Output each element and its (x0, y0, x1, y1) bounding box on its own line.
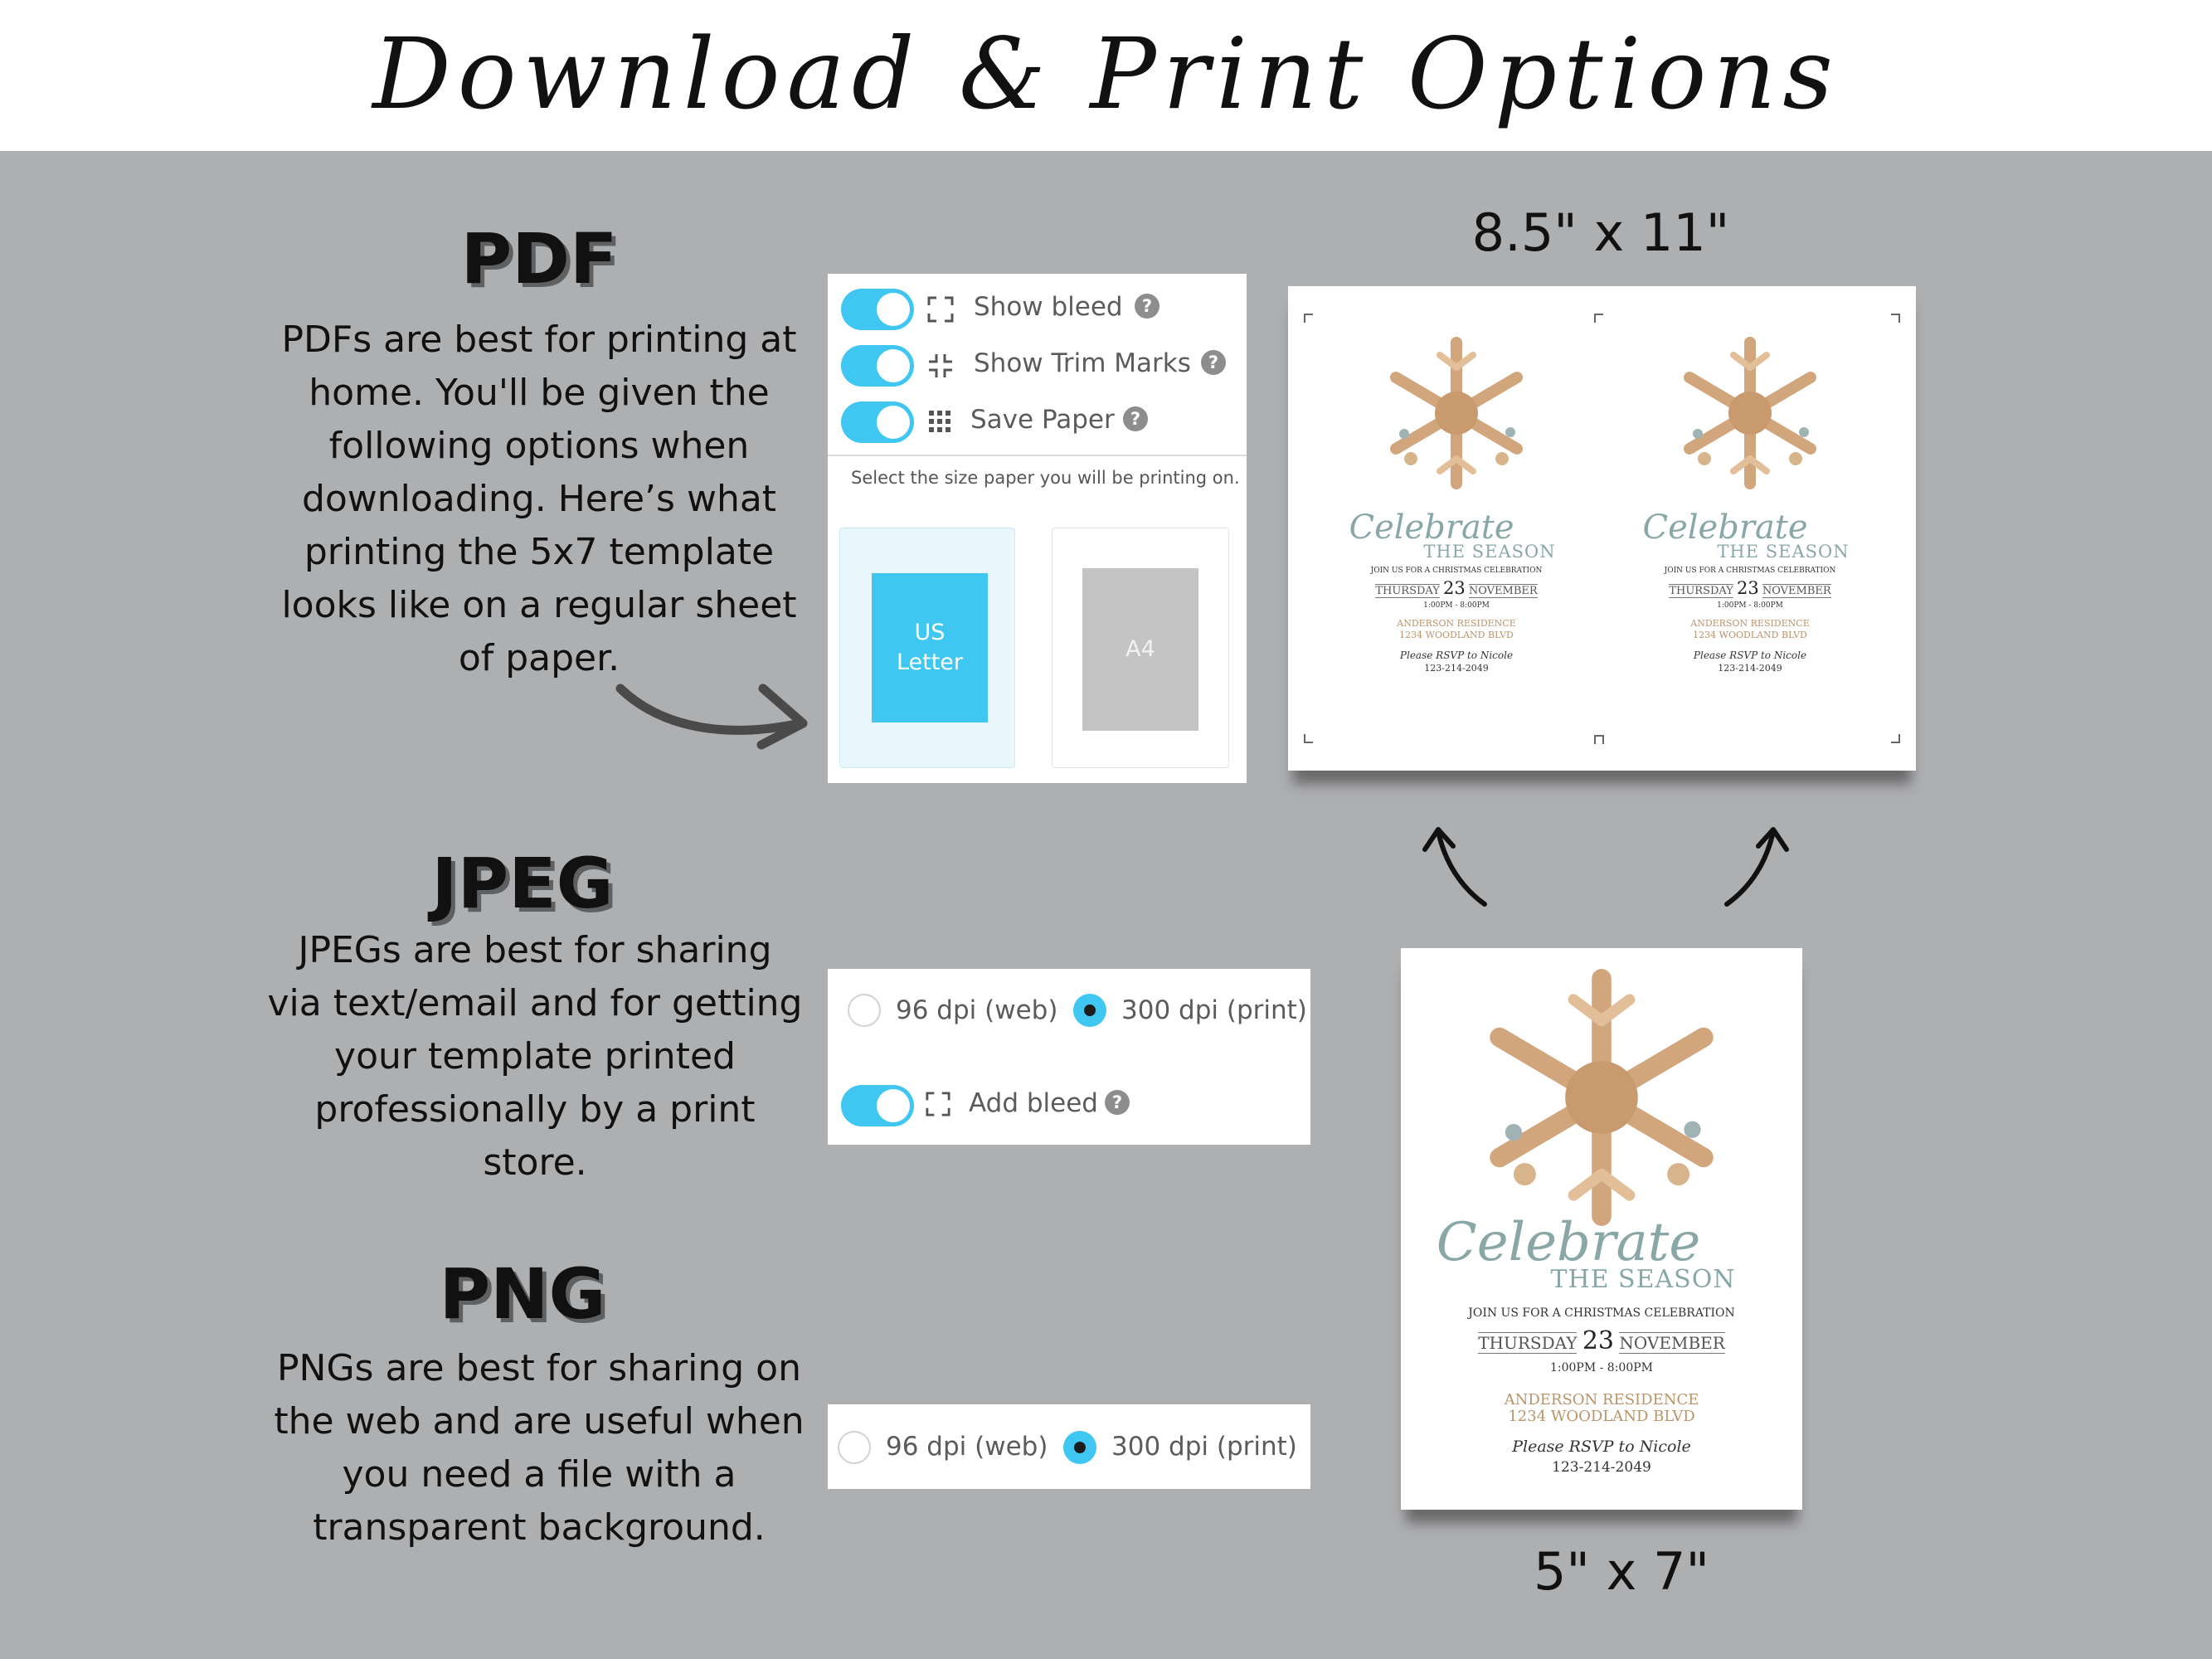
help-icon[interactable]: ? (1105, 1090, 1130, 1115)
add-bleed-toggle[interactable] (841, 1085, 914, 1126)
invitation-preview-large (1401, 948, 1802, 1510)
desc-line: downloading. Here’s what (301, 478, 777, 520)
jpeg-96dpi-radio[interactable] (848, 994, 881, 1027)
invitation-month: NOVEMBER (1619, 1333, 1725, 1353)
png-300dpi-label: 300 dpi (print) (1111, 1432, 1297, 1462)
radio-dot (1084, 1005, 1096, 1016)
jpeg-96dpi-label: 96 dpi (web) (896, 995, 1058, 1025)
desc-line: the web and are useful when (274, 1400, 805, 1443)
pdf-description (257, 314, 821, 685)
invitation-subtitle: THE SEASON (1423, 542, 1556, 562)
invitation-time: 1:00PM - 8:00PM (1717, 601, 1783, 610)
letter-size-label: 8.5" x 11" (1471, 202, 1730, 263)
desc-line: of paper. (458, 637, 620, 679)
paper-option-a4[interactable] (1052, 528, 1229, 768)
show-bleed-toggle[interactable] (841, 289, 914, 330)
invitation-day: THURSDAY (1669, 585, 1733, 597)
save-paper-toggle[interactable] (841, 401, 914, 443)
invitation-rsvp: Please RSVP to Nicole (1512, 1438, 1691, 1456)
header-band (0, 0, 2212, 151)
invitation-place-line1: ANDERSON RESIDENCE (1397, 618, 1516, 629)
invitation-script-title: Celebrate (1349, 508, 1514, 547)
invitation-place-line2: 1234 WOODLAND BLVD (1508, 1408, 1695, 1425)
invitation-phone: 123-214-2049 (1424, 663, 1489, 674)
invitation-dateline (1612, 578, 1889, 598)
bleed-corners-icon (926, 1092, 950, 1117)
desc-line: home. You'll be given the (309, 372, 770, 414)
desc-line: printing the 5x7 template (304, 531, 775, 573)
toggle-knob (877, 406, 910, 439)
save-paper-label: Save Paper (970, 405, 1115, 435)
a4-swatch (1082, 568, 1198, 731)
invitation-dateline (1318, 578, 1595, 598)
invitation-script-title: Celebrate (1436, 1212, 1701, 1273)
paper-label: A4 (1125, 636, 1155, 662)
jpeg-description (249, 924, 821, 1190)
radio-dot (1074, 1442, 1086, 1453)
invitation-time: 1:00PM - 8:00PM (1549, 1361, 1654, 1374)
panel-divider (828, 455, 1247, 456)
png-description (249, 1342, 829, 1554)
png-heading: PNG (439, 1253, 606, 1335)
invitation-subtitle: THE SEASON (1717, 542, 1850, 562)
desc-line: following options when (328, 425, 750, 467)
invitation-phone: 123-214-2049 (1718, 663, 1782, 674)
invitation-preview-right (1612, 311, 1889, 734)
desc-line: professionally by a print (314, 1088, 756, 1131)
add-bleed-label: Add bleed (969, 1088, 1098, 1118)
invitation-day: THURSDAY (1478, 1333, 1578, 1353)
invitation-place-line1: ANDERSON RESIDENCE (1690, 618, 1810, 629)
snowflake-icon (1680, 334, 1821, 492)
show-trim-marks-toggle[interactable] (841, 345, 914, 387)
help-icon[interactable]: ? (1123, 406, 1148, 431)
paper-option-us-letter[interactable] (839, 528, 1015, 768)
invitation-date: 23 (1582, 1326, 1615, 1355)
curved-arrow-icon (614, 664, 813, 755)
pdf-options-panel (828, 274, 1247, 783)
pdf-heading: PDF (460, 218, 618, 299)
desc-line: PDFs are best for printing at (281, 319, 797, 361)
desc-line: your template printed (334, 1035, 736, 1078)
grid-dots-icon (927, 409, 952, 434)
invitation-subtitle: THE SEASON (1550, 1265, 1736, 1294)
png-options-panel (828, 1404, 1310, 1489)
invitation-day: THURSDAY (1375, 585, 1440, 597)
help-icon[interactable]: ? (1135, 294, 1159, 319)
png-96dpi-label: 96 dpi (web) (886, 1432, 1048, 1462)
bleed-corners-icon (927, 296, 954, 323)
jpeg-300dpi-radio[interactable] (1073, 994, 1106, 1027)
desc-line: you need a file with a (342, 1453, 737, 1496)
desc-line: transparent background. (313, 1506, 766, 1549)
toggle-knob (877, 1089, 910, 1122)
invitation-date: 23 (1736, 578, 1759, 598)
png-96dpi-radio[interactable] (838, 1431, 871, 1464)
invitation-dateline (1401, 1326, 1802, 1355)
jpeg-options-panel (828, 969, 1310, 1145)
invitation-place-line2: 1234 WOODLAND BLVD (1693, 630, 1807, 640)
paper-size-prompt: Select the size paper you will be printing on. (851, 468, 1240, 488)
letter-sheet-preview (1288, 286, 1916, 771)
snowflake-icon (1386, 334, 1527, 492)
paper-label: Letter (896, 649, 964, 675)
arrow-up-right-icon (1717, 821, 1791, 912)
invitation-intro: JOIN US FOR A CHRISTMAS CELEBRATION (1370, 567, 1543, 575)
desc-line: store. (483, 1141, 587, 1184)
invitation-preview-left (1318, 311, 1595, 734)
invitation-place-line1: ANDERSON RESIDENCE (1504, 1391, 1699, 1408)
invitation-time: 1:00PM - 8:00PM (1423, 601, 1490, 610)
jpeg-300dpi-label: 300 dpi (print) (1121, 995, 1307, 1025)
page-title: Download & Print Options (372, 17, 1840, 131)
toggle-knob (877, 349, 910, 382)
desc-line: looks like on a regular sheet (281, 584, 797, 626)
invitation-month: NOVEMBER (1468, 585, 1538, 597)
invitation-date: 23 (1442, 578, 1466, 598)
invitation-intro: JOIN US FOR A CHRISTMAS CELEBRATION (1664, 567, 1836, 575)
invitation-script-title: Celebrate (1642, 508, 1808, 547)
invitation-rsvp: Please RSVP to Nicole (1399, 649, 1514, 661)
invitation-place-line2: 1234 WOODLAND BLVD (1399, 630, 1514, 640)
jpeg-heading: JPEG (431, 843, 614, 924)
five-by-seven-sheet-preview (1401, 948, 1802, 1510)
invitation-month: NOVEMBER (1762, 585, 1831, 597)
desc-line: PNGs are best for sharing on (277, 1347, 801, 1389)
desc-line: JPEGs are best for sharing (298, 929, 772, 971)
paper-label: US (914, 620, 946, 645)
trim-marks-icon (927, 353, 954, 379)
five-by-seven-size-label: 5" x 7" (1533, 1541, 1710, 1602)
help-icon[interactable]: ? (1201, 350, 1226, 375)
invitation-intro: JOIN US FOR A CHRISTMAS CELEBRATION (1468, 1306, 1735, 1320)
desc-line: via text/email and for getting (267, 982, 803, 1024)
toggle-knob (877, 293, 910, 326)
invitation-phone: 123-214-2049 (1552, 1459, 1651, 1476)
invitation-rsvp: Please RSVP to Nicole (1693, 649, 1807, 661)
snowflake-icon (1469, 965, 1734, 1230)
png-300dpi-radio[interactable] (1063, 1431, 1096, 1464)
arrow-up-left-icon (1420, 821, 1495, 912)
us-letter-swatch (872, 573, 988, 722)
show-bleed-label: Show bleed (974, 292, 1123, 322)
show-trim-marks-label: Show Trim Marks (974, 348, 1191, 378)
